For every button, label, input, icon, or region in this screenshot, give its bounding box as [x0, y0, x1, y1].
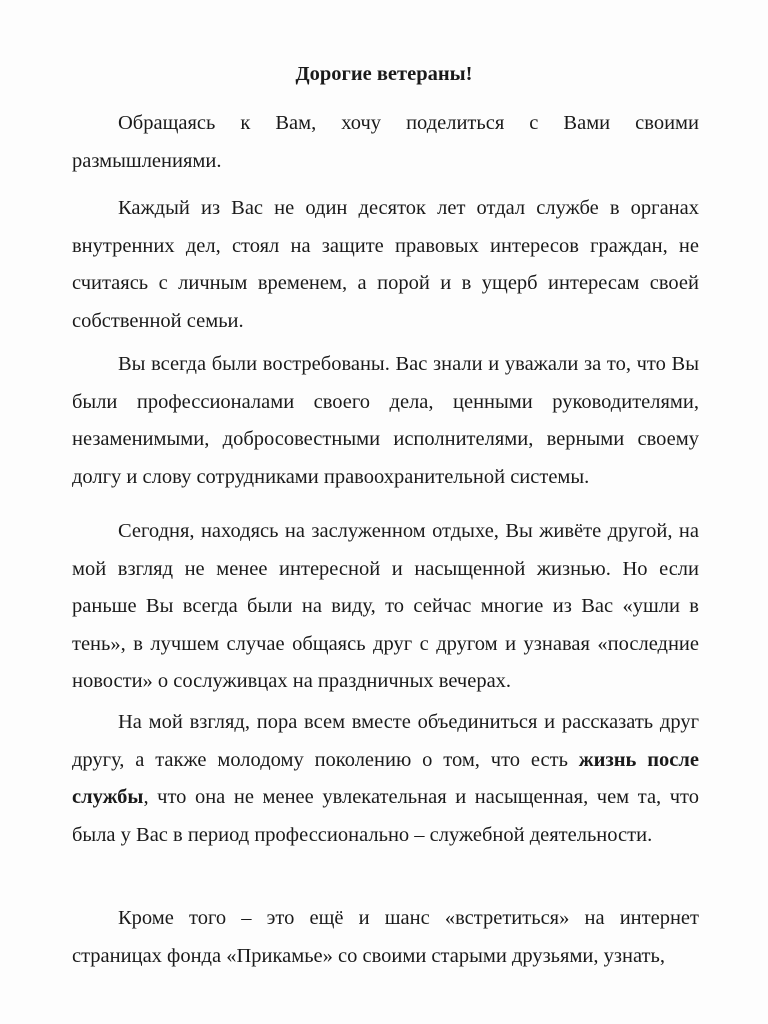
paragraph-5: [72, 704, 699, 854]
paragraph-2: Каждый из Вас не один десяток лет отдал службе в органах внутренних дел, стоял на защите правовых интересов граждан, не считаясь с личным временем, а порой и в ущерб интересам своей собственной семьи.: [72, 197, 699, 332]
paragraph-3: Вы всегда были востребованы. Вас знали и уважали за то, что Вы были профессионалами своего дела, ценными руководителями, незаменимыми, добросовестными исполнителями, верными своему долгу и слову сотрудниками правоохранительной системы.: [72, 353, 699, 488]
paragraph-1: Обращаясь к Вам, хочу поделиться с Вами своими размышлениями.: [72, 112, 699, 172]
paragraph-5-end: , что она не менее увлекательная и насыщенная, чем та, что была у Вас в период профессионально – служебной деятельности.: [72, 786, 699, 846]
paragraph-6: Кроме того – это ещё и шанс «встретиться» на интернет страницах фонда «Прикамье» со своими старыми друзьями, узнать,: [72, 907, 699, 967]
paragraph-4: Сегодня, находясь на заслуженном отдыхе, Вы живёте другой, на мой взгляд не менее интересной и насыщенной жизнью. Но если раньше Вы всегда были на виду, то сейчас многие из Вас «ушли в тень», в лучшем случае общаясь друг с другом и узнавая «последние новости» о сослуживцах на праздничных вечерах.: [72, 520, 699, 692]
letter-title: Дорогие ветераны!: [295, 63, 473, 85]
paragraph-5-emphasis: жизнь после службы: [72, 748, 699, 808]
paragraph-5-start: На мой взгляд, пора всем вместе объединиться и рассказать друг другу, а также молодому поколению о том, что есть: [72, 711, 699, 771]
